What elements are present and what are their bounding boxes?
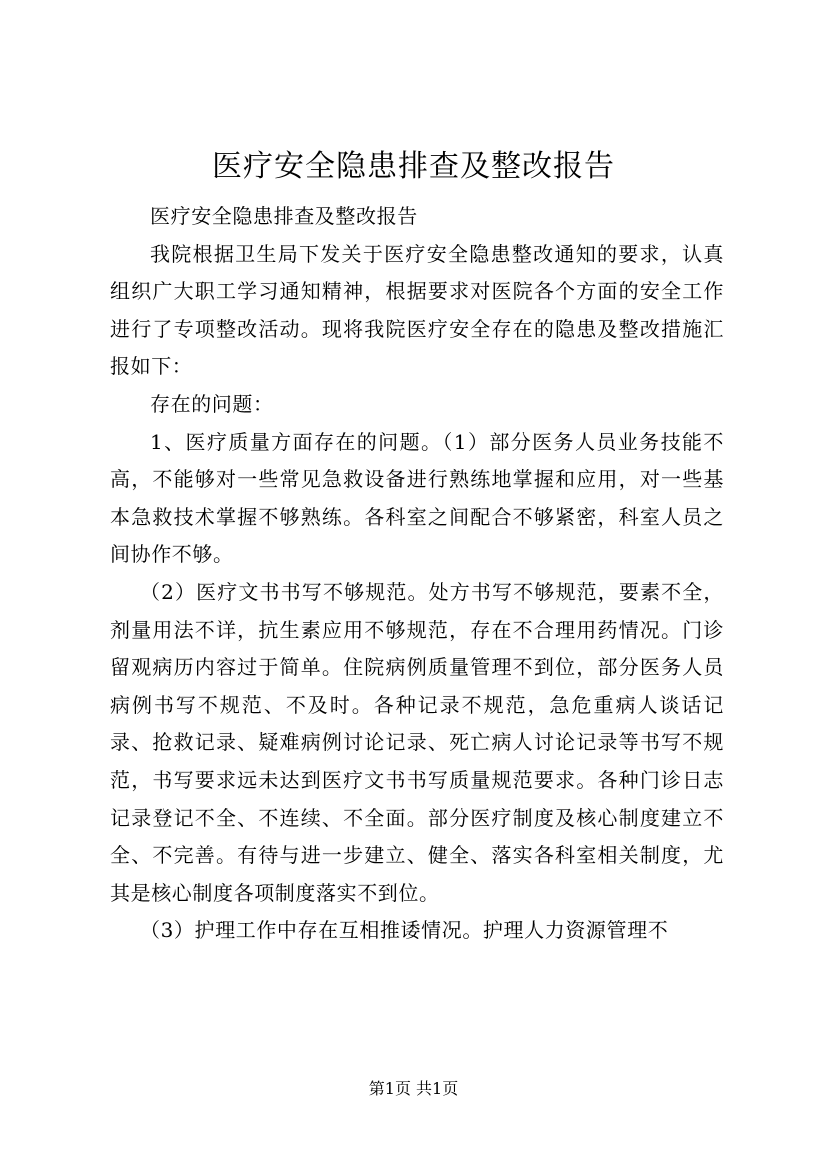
paragraph-item-1: 1、医疗质量方面存在的问题。（1）部分医务人员业务技能不高，不能够对一些常见急救设备进行熟练地掌握和应用，对一些基本急救技术掌握不够熟练。各科室之间配合不够紧密，科室人员之间协作不够。 <box>110 429 724 567</box>
paragraph-intro: 我院根据卫生局下发关于医疗安全隐患整改通知的要求，认真组织广大职工学习通知精神，根据要求对医院各个方面的安全工作进行了专项整改活动。现将我院医疗安全存在的隐患及整改措施汇报如下： <box>110 241 724 379</box>
document-body <box>110 198 724 950</box>
paragraph-problems-heading: 存在的问题： <box>150 391 274 416</box>
paragraph-item-3: （3）护理工作中存在互相推诿情况。护理人力资源管理不 <box>140 918 669 943</box>
paragraph-subtitle: 医疗安全隐患排查及整改报告 <box>150 204 418 228</box>
page-footer: 第1页 共1页 <box>368 1079 459 1098</box>
document-title: 医疗安全隐患排查及整改报告 <box>212 149 615 184</box>
paragraph-item-2: （2）医疗文书书写不够规范。处方书写不够规范，要素不全，剂量用法不详，抗生素应用不够规范，存在不合理用药情况。门诊留观病历内容过于简单。住院病例质量管理不到位，部分医务人员病例书写不规范、不及时。各种记录不规范，急危重病人谈话记录、抢救记录、疑难病例讨论记录、死亡病人讨论记录等书写不规范，书写要求远未达到医疗文书书写质量规范要求。各种门诊日志记录登记不全、不连续、不全面。部分医疗制度及核心制度建立不全、不完善。有待与进一步建立、健全、落实各科室相关制度，尤其是核心制度各项制度落实不到位。 <box>110 579 724 905</box>
